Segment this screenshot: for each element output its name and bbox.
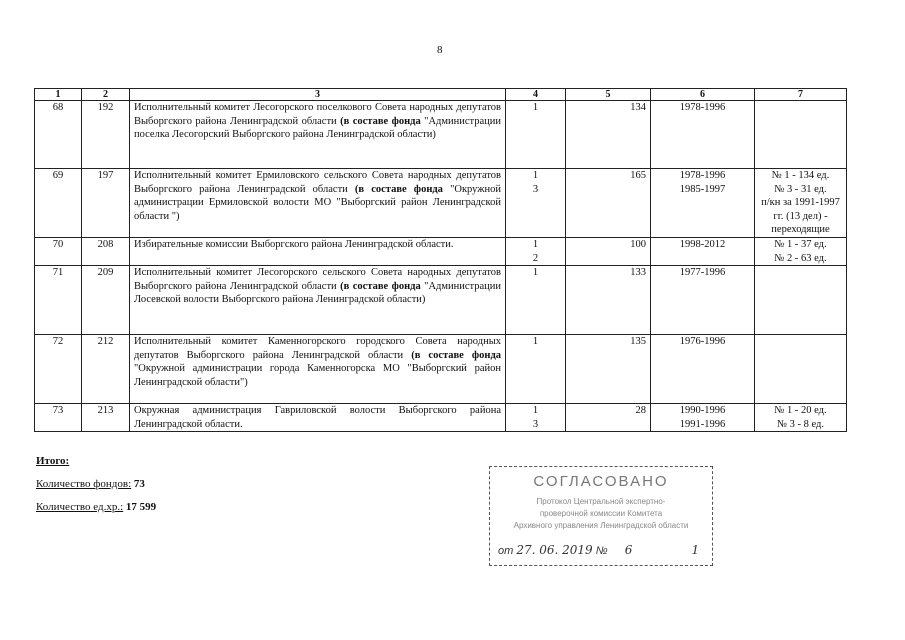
date-range: 1991-1996 — [679, 418, 726, 430]
units-count: 28 — [566, 404, 651, 432]
inventories-cell — [506, 169, 566, 238]
row-number: 71 — [35, 266, 82, 335]
inventory-number: 1 — [532, 239, 539, 250]
fund-name: Избирательные комиссии Выборгского района Ленинградской области. — [134, 239, 454, 250]
inventory-number: 1 — [532, 405, 539, 416]
inventory-number: 3 — [532, 418, 539, 430]
units-count-value: 17 599 — [125, 501, 157, 513]
dates-cell — [651, 335, 755, 404]
note-line: № 3 - 8 ед. — [776, 418, 824, 430]
fund-name-cell — [130, 101, 506, 169]
row-number: 73 — [35, 404, 82, 432]
stamp-line: проверочной комиссии Комитета — [539, 509, 663, 518]
notes-cell — [755, 335, 847, 404]
fund-number: 197 — [82, 169, 130, 238]
notes-cell — [755, 238, 847, 266]
note-line: № 1 - 20 ед. — [774, 405, 827, 416]
totals-heading: Итого: — [36, 455, 70, 467]
units-count: 133 — [566, 266, 651, 335]
header-col-4: 4 — [506, 89, 566, 101]
stamp-number: 6 — [624, 543, 633, 557]
inventory-number: 2 — [532, 252, 539, 264]
header-col-3: 3 — [130, 89, 506, 101]
inventories-cell — [506, 404, 566, 432]
header-col-1: 1 — [35, 89, 82, 101]
units-count: 100 — [566, 238, 651, 266]
units-count: 134 — [566, 101, 651, 169]
stamp-title: СОГЛАСОВАНО — [533, 473, 669, 490]
fund-prefix: (в составе фонда — [411, 349, 502, 361]
stamp-date-line — [498, 543, 699, 557]
note-line: № 1 - 134 ед. — [771, 170, 830, 181]
fund-name-cell — [130, 169, 506, 238]
notes-cell — [755, 101, 847, 169]
fund-composition: "Окружной администрации Ермиловской волости МО "Выборгский район Ленинградской области ") — [134, 183, 502, 222]
funds-count-value: 73 — [133, 478, 145, 490]
row-number: 68 — [35, 101, 82, 169]
table-row — [35, 169, 847, 238]
fund-name: Исполнительный комитет Каменногорского городского Совета народных депутатов Выборгского района Ленинградской области — [134, 336, 501, 361]
note-line: № 3 - 31 ед. — [774, 183, 827, 195]
note-line: № 2 - 63 ед. — [774, 252, 827, 264]
inventories-cell — [506, 266, 566, 335]
fund-composition: "Окружной администрации города Каменногорска МО "Выборгский район Ленинградской области") — [134, 363, 501, 388]
table-header — [35, 89, 847, 101]
row-number: 69 — [35, 169, 82, 238]
stamp-line: Архивного управления Ленинградской области — [513, 521, 689, 530]
note-line: гг. (13 дел) - — [773, 210, 828, 222]
approval-stamp — [489, 466, 713, 566]
date-range: 1978-1996 — [679, 102, 726, 113]
date-range: 1978-1996 — [679, 170, 726, 181]
fund-number: 213 — [82, 404, 130, 432]
header-col-2: 2 — [82, 89, 130, 101]
inventories-cell — [506, 101, 566, 169]
dates-cell — [651, 404, 755, 432]
row-number: 72 — [35, 335, 82, 404]
stamp-line: Протокол Центральной экспертно- — [536, 497, 666, 506]
stamp-date: 27. 06. 2019 — [516, 543, 593, 557]
table-row — [35, 266, 847, 335]
page-number: 8 — [437, 44, 443, 56]
date-range: 1998-2012 — [679, 239, 726, 250]
fund-name: Исполнительный комитет Лесогорского сельского Совета народных депутатов Выборгского района Ленинградской области — [134, 267, 501, 292]
fund-name-cell — [130, 335, 506, 404]
table-row — [35, 335, 847, 404]
dates-cell — [651, 101, 755, 169]
stamp-number-label: № — [595, 545, 608, 557]
inventory-number: 1 — [532, 336, 539, 347]
fund-composition: "Администрации Лосевской волости Выборгского района Ленинградской области) — [134, 280, 502, 305]
fund-number: 209 — [82, 266, 130, 335]
funds-count-line — [36, 478, 145, 490]
note-line: п/кн за 1991-1997 — [761, 197, 840, 208]
inventory-number: 3 — [532, 183, 539, 195]
fund-name: Исполнительный комитет Лесогорского поселкового Совета народных депутатов Выборгского района Ленинградской области — [134, 102, 501, 127]
inventory-number: 1 — [532, 267, 539, 278]
units-count: 135 — [566, 335, 651, 404]
stamp-sheet: 1 — [691, 543, 700, 557]
notes-cell — [755, 169, 847, 238]
inventories-cell — [506, 238, 566, 266]
fund-prefix: (в составе фонда — [340, 280, 421, 292]
fund-name-cell — [130, 404, 506, 432]
units-count-label: Количество ед.хр.: — [36, 501, 124, 513]
dates-cell — [651, 266, 755, 335]
fund-composition: "Администрации поселка Лесогорский Выборгского района Ленинградской области) — [134, 115, 502, 140]
header-col-6: 6 — [651, 89, 755, 101]
stamp-date-prefix: от — [498, 545, 514, 557]
note-line: № 1 - 37 ед. — [774, 239, 827, 250]
date-range: 1990-1996 — [679, 405, 726, 416]
row-number: 70 — [35, 238, 82, 266]
dates-cell — [651, 169, 755, 238]
table-row — [35, 238, 847, 266]
date-range: 1985-1997 — [679, 183, 726, 195]
funds-table — [34, 88, 847, 432]
inventory-number: 1 — [532, 102, 539, 113]
fund-number: 212 — [82, 335, 130, 404]
header-col-5: 5 — [566, 89, 651, 101]
fund-name-cell — [130, 238, 506, 266]
date-range: 1976-1996 — [679, 336, 726, 347]
fund-name: Исполнительный комитет Ермиловского сельского Совета народных депутатов Выборгского района Ленинградской области — [134, 170, 501, 195]
inventories-cell — [506, 335, 566, 404]
notes-cell — [755, 404, 847, 432]
table-row — [35, 404, 847, 432]
fund-number: 192 — [82, 101, 130, 169]
date-range: 1977-1996 — [679, 267, 726, 278]
header-col-7: 7 — [755, 89, 847, 101]
units-count: 165 — [566, 169, 651, 238]
table-row — [35, 101, 847, 169]
fund-prefix: (в составе фонда — [340, 115, 421, 127]
fund-number: 208 — [82, 238, 130, 266]
fund-prefix: (в составе фонда — [354, 183, 443, 195]
funds-count-label: Количество фондов: — [36, 478, 132, 490]
note-line: переходящие — [771, 224, 830, 235]
dates-cell — [651, 238, 755, 266]
notes-cell — [755, 266, 847, 335]
units-count-line — [36, 501, 156, 513]
inventory-number: 1 — [532, 170, 539, 181]
fund-name-cell — [130, 266, 506, 335]
fund-name: Окружная администрация Гавриловской волости Выборгского района Ленинградской области. — [134, 405, 501, 430]
